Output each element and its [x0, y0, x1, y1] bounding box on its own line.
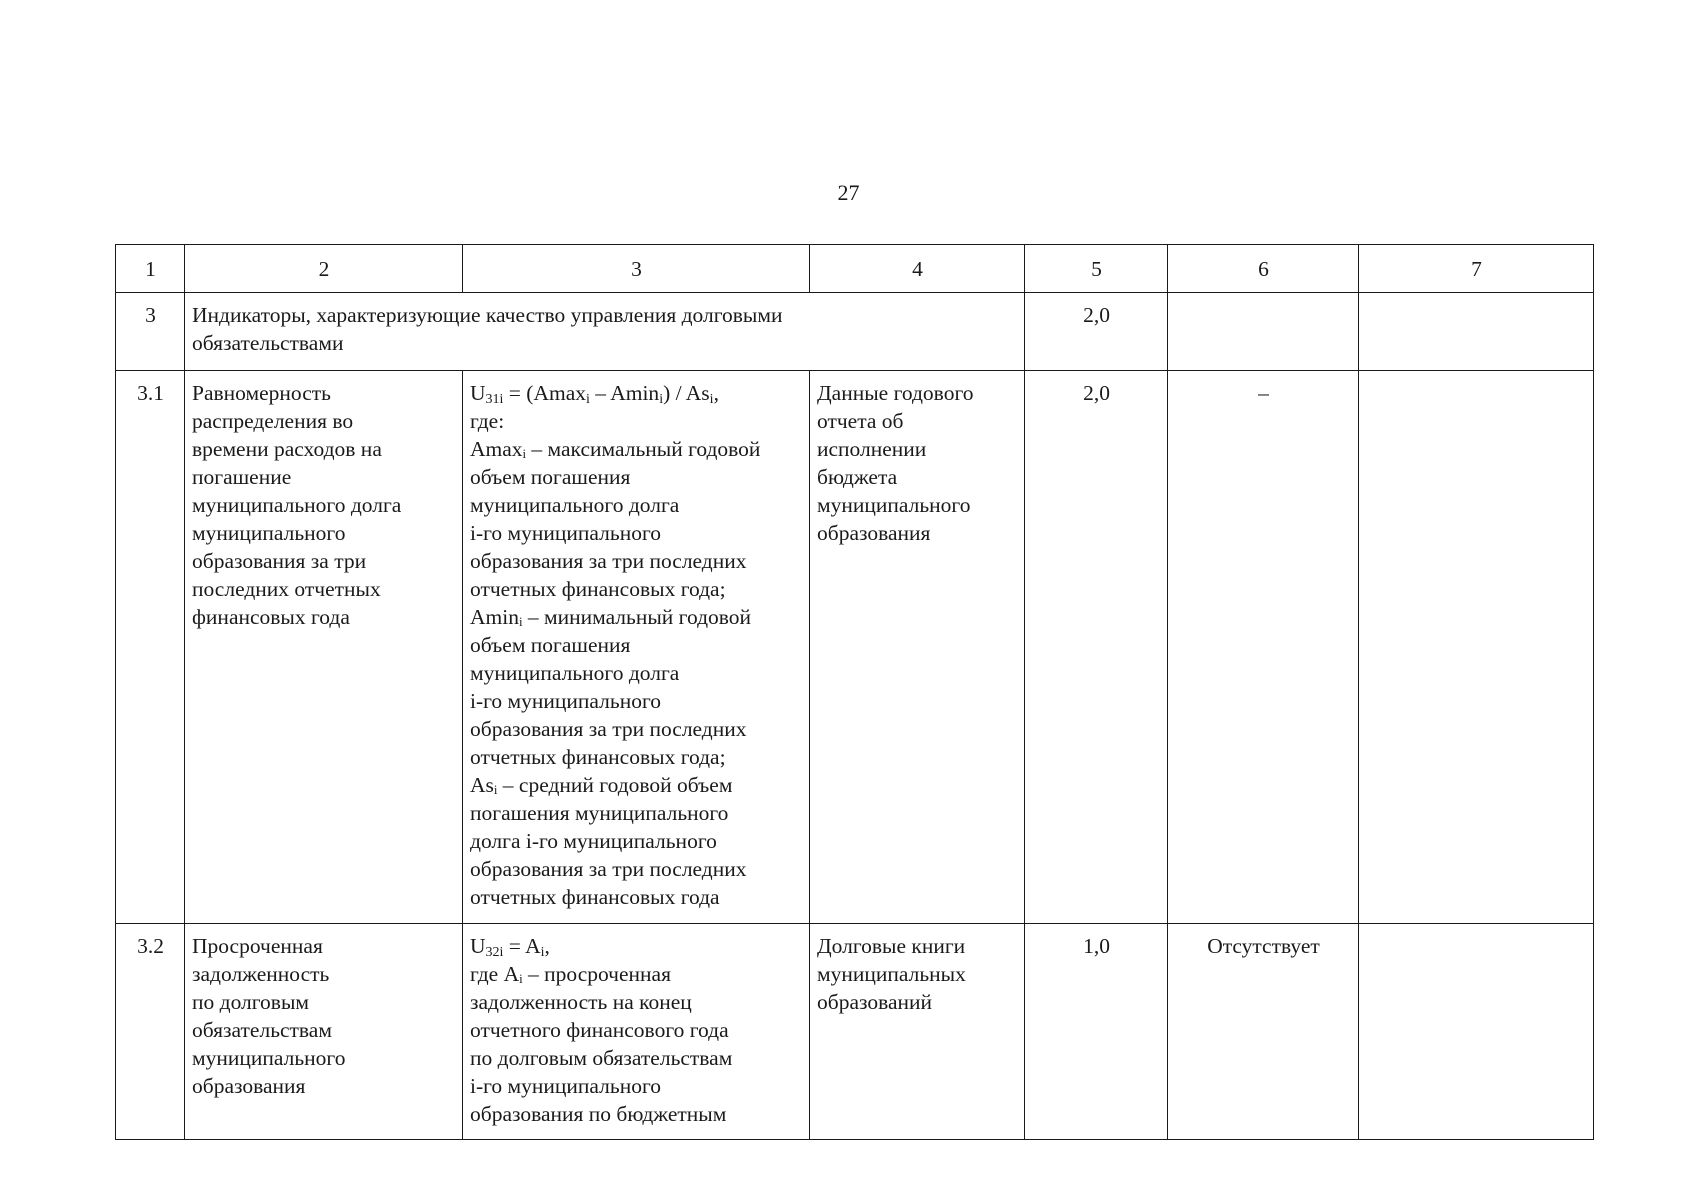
column-header-5: 5 [1025, 245, 1168, 293]
column-header-1: 1 [116, 245, 185, 293]
column-header-3: 3 [463, 245, 810, 293]
text-line: исполнении [817, 437, 927, 461]
text-line: Просроченная [192, 934, 323, 958]
section-title [185, 293, 1025, 371]
text-line: где Aᵢ – просроченная [470, 962, 671, 986]
text-line: образования за три последних [470, 549, 747, 573]
indicator-name [185, 924, 463, 1140]
section-row [116, 293, 1594, 371]
text-line: Долговые книги [817, 934, 966, 958]
data-source [810, 371, 1025, 924]
text-line: муниципального [817, 493, 971, 517]
formula-expression: $U_{31i} = (Amax_i - Amin_i) / As_i$, [470, 381, 719, 407]
table-row-3-1 [116, 371, 1594, 924]
calculation-formula [463, 371, 810, 924]
section-weight: 2,0 [1025, 293, 1168, 371]
text-line: по долговым обязательствам [470, 1046, 733, 1070]
calculation-formula [463, 924, 810, 1140]
col7-value [1359, 371, 1594, 924]
data-source [810, 924, 1025, 1140]
text-line: муниципального [192, 1046, 346, 1070]
column-header-row [116, 245, 1594, 293]
row-number: 3.1 [116, 371, 185, 924]
text-line: i-го муниципального [470, 1074, 661, 1098]
text-line: где: [470, 409, 505, 433]
text-line: образования [192, 1074, 306, 1098]
column-header-2: 2 [185, 245, 463, 293]
text-line: объем погашения [470, 465, 631, 489]
text-line: образования по бюджетным [470, 1102, 727, 1126]
text-line: отчетного финансового года [470, 1018, 729, 1042]
text-line: объем погашения [470, 633, 631, 657]
column-header-4: 4 [810, 245, 1025, 293]
text-line: последних отчетных [192, 577, 381, 601]
text-line: по долговым [192, 990, 310, 1014]
column-header-7: 7 [1359, 245, 1594, 293]
text-line: Aminᵢ – минимальный годовой [470, 605, 752, 629]
table-row-3-2 [116, 924, 1594, 1140]
text-line: Данные годового [817, 381, 974, 405]
indicator-name [185, 371, 463, 924]
text-line: Amaxᵢ – максимальный годовой [470, 437, 761, 461]
col6-value: – [1168, 371, 1359, 924]
section-title-line: Индикаторы, характеризующие качество управления долговыми [192, 303, 783, 327]
weight-value: 1,0 [1025, 924, 1168, 1140]
text-line: распределения во [192, 409, 354, 433]
section-col6 [1168, 293, 1359, 371]
text-line: задолженность на конец [470, 990, 692, 1014]
row-number: 3.2 [116, 924, 185, 1140]
col7-value [1359, 924, 1594, 1140]
text-line: Равномерность [192, 381, 331, 405]
formula-expression: $U_{32i} = A_i$, [470, 934, 550, 960]
column-header-6: 6 [1168, 245, 1359, 293]
text-line: i-го муниципального [470, 521, 661, 545]
text-line: муниципального долга [470, 493, 680, 517]
text-line: образований [817, 990, 933, 1014]
text-line: долга i-го муниципального [470, 829, 717, 853]
text-line: отчетных финансовых года [470, 885, 720, 909]
page-number: 27 [837, 180, 860, 205]
text-line: муниципального долга [470, 661, 680, 685]
text-line: финансовых года [192, 605, 350, 629]
text-line: i-го муниципального [470, 689, 661, 713]
text-line: погашения муниципального [470, 801, 729, 825]
text-line: муниципального [192, 521, 346, 545]
section-number: 3 [116, 293, 185, 371]
text-line: задолженность [192, 962, 330, 986]
section-title-line: обязательствами [192, 331, 344, 355]
text-line: муниципальных [817, 962, 966, 986]
text-line: бюджета [817, 465, 898, 489]
section-col7 [1359, 293, 1594, 371]
weight-value: 2,0 [1025, 371, 1168, 924]
text-line: Asᵢ – средний годовой объем [470, 773, 733, 797]
text-line: времени расходов на [192, 437, 382, 461]
text-line: погашение [192, 465, 292, 489]
text-line: обязательствам [192, 1018, 332, 1042]
indicator-table [115, 244, 1594, 1140]
text-line: образования за три [192, 549, 367, 573]
text-line: образования за три последних [470, 857, 747, 881]
text-line: отчета об [817, 409, 904, 433]
text-line: образования за три последних [470, 717, 747, 741]
text-line: отчетных финансовых года; [470, 577, 726, 601]
text-line: образования [817, 521, 931, 545]
col6-value: Отсутствует [1168, 924, 1359, 1140]
text-line: муниципального долга [192, 493, 402, 517]
text-line: отчетных финансовых года; [470, 745, 726, 769]
